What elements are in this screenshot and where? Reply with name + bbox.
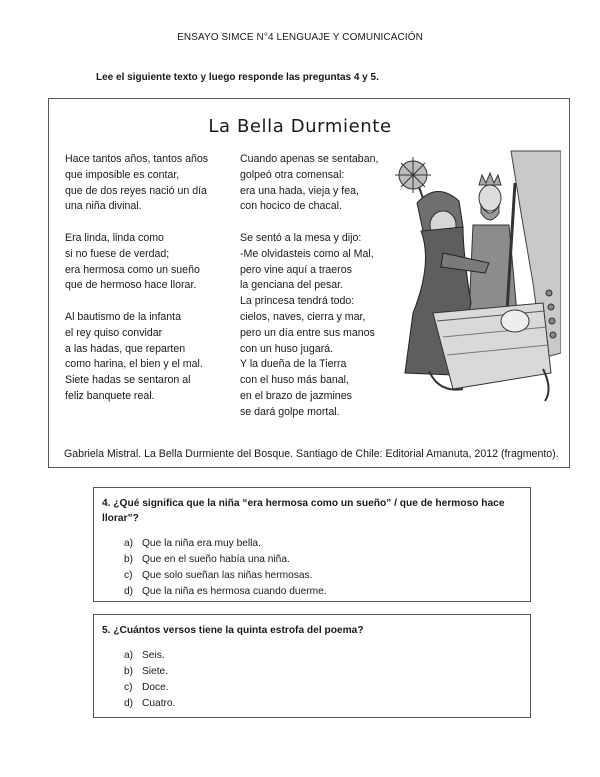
option-text: Siete. (142, 666, 169, 677)
verse: pero un día entre sus manos (240, 326, 375, 339)
verse: una niña divinal. (65, 200, 142, 213)
source-citation: Gabriela Mistral. La Bella Durmiente del Bosque. Santiago de Chile: Editorial Amanuta, 2012 (fragmento). (64, 448, 563, 460)
verse: Siete hadas se sentaron al (65, 374, 191, 387)
verse: a las hadas, que reparten (65, 342, 186, 355)
option-text: Doce. (142, 682, 169, 693)
verse: en el brazo de jazmines (240, 389, 352, 402)
verse: el rey quiso convidar (65, 326, 163, 339)
question-text: 5. ¿Cuántos versos tiene la quinta estrofa del poema? (102, 625, 364, 636)
poem-title: La Bella Durmiente (208, 116, 392, 137)
option-letter: a) (124, 538, 134, 549)
stanza-3 (65, 310, 235, 405)
verse: si no fuese de verdad; (65, 247, 170, 260)
verse: con el huso más banal, (240, 374, 349, 387)
stanza-1 (65, 152, 235, 215)
answer-option[interactable] (124, 584, 520, 600)
verse: Cuando apenas se sentaban, (240, 153, 379, 165)
verse: Al bautismo de la infanta (65, 310, 182, 323)
verse: -Me olvidasteis como al Mal, (240, 247, 374, 260)
option-text: Que solo sueñan las niñas hermosas. (142, 570, 313, 581)
instruction-text: Lee el siguiente texto y luego responde las preguntas 4 y 5. (96, 72, 379, 83)
answer-options (102, 536, 520, 600)
answer-option[interactable] (124, 664, 520, 680)
document-header: ENSAYO SIMCE N°4 LENGUAJE Y COMUNICACIÓN (177, 32, 423, 43)
verse: feliz banquete real. (65, 389, 155, 402)
verse: era hermosa como un sueño (65, 263, 200, 276)
answer-option[interactable] (124, 552, 520, 568)
answer-option[interactable] (124, 536, 520, 552)
verse: que de hermoso hace llorar. (65, 279, 197, 292)
question-box-5 (93, 614, 531, 718)
stanza-2 (65, 231, 235, 294)
option-letter: b) (124, 554, 134, 565)
option-text: Seis. (142, 650, 165, 661)
option-text: Que la niña es hermosa cuando duerme. (142, 586, 327, 597)
poem-column-right (240, 152, 390, 436)
verse: La princesa tendrá todo: (240, 295, 355, 308)
answer-option[interactable] (124, 568, 520, 584)
option-text: Que la niña era muy bella. (142, 538, 261, 549)
verse: Se sentó a la mesa y dijo: (240, 231, 362, 244)
answer-options (102, 648, 520, 712)
option-letter: a) (124, 650, 134, 661)
answer-option[interactable] (124, 648, 520, 664)
answer-option[interactable] (124, 680, 520, 696)
verse: con hocico de chacal. (240, 200, 342, 213)
verse: que de dos reyes nació un día (65, 184, 207, 197)
stanza-4 (240, 152, 390, 215)
option-letter: c) (124, 682, 133, 693)
question-text: 4. ¿Qué significa que la niña “era hermosa como un sueño” / que de hermoso hace llorar”? (102, 498, 505, 524)
stanza-5 (240, 231, 390, 421)
option-text: Cuatro. (142, 698, 176, 709)
verse: con un huso jugará. (240, 342, 334, 355)
option-letter: d) (124, 698, 134, 709)
verse: Y la dueña de la Tierra (240, 358, 347, 371)
verse: como harina, el bien y el mal. (65, 358, 203, 371)
verse: pero vine aquí a traeros (240, 263, 352, 276)
verse: golpeó otra comensal: (240, 168, 345, 181)
question-box-4 (93, 487, 531, 602)
option-letter: d) (124, 586, 134, 597)
verse: Hace tantos años, tantos años (65, 153, 209, 165)
option-letter: c) (124, 570, 133, 581)
verse: cielos, naves, cierra y mar, (240, 310, 366, 323)
verse: Era linda, linda como (65, 231, 164, 244)
fairy-tale-illustration-icon (393, 143, 561, 411)
verse: la genciana del pesar. (240, 279, 344, 292)
answer-option[interactable] (124, 696, 520, 712)
verse: que imposible es contar, (65, 168, 180, 181)
verse: se dará golpe mortal. (240, 405, 340, 418)
option-text: Que en el sueño había una niña. (142, 554, 290, 565)
poem-column-left (65, 152, 235, 421)
verse: era una hada, vieja y fea, (240, 184, 359, 197)
option-letter: b) (124, 666, 134, 677)
